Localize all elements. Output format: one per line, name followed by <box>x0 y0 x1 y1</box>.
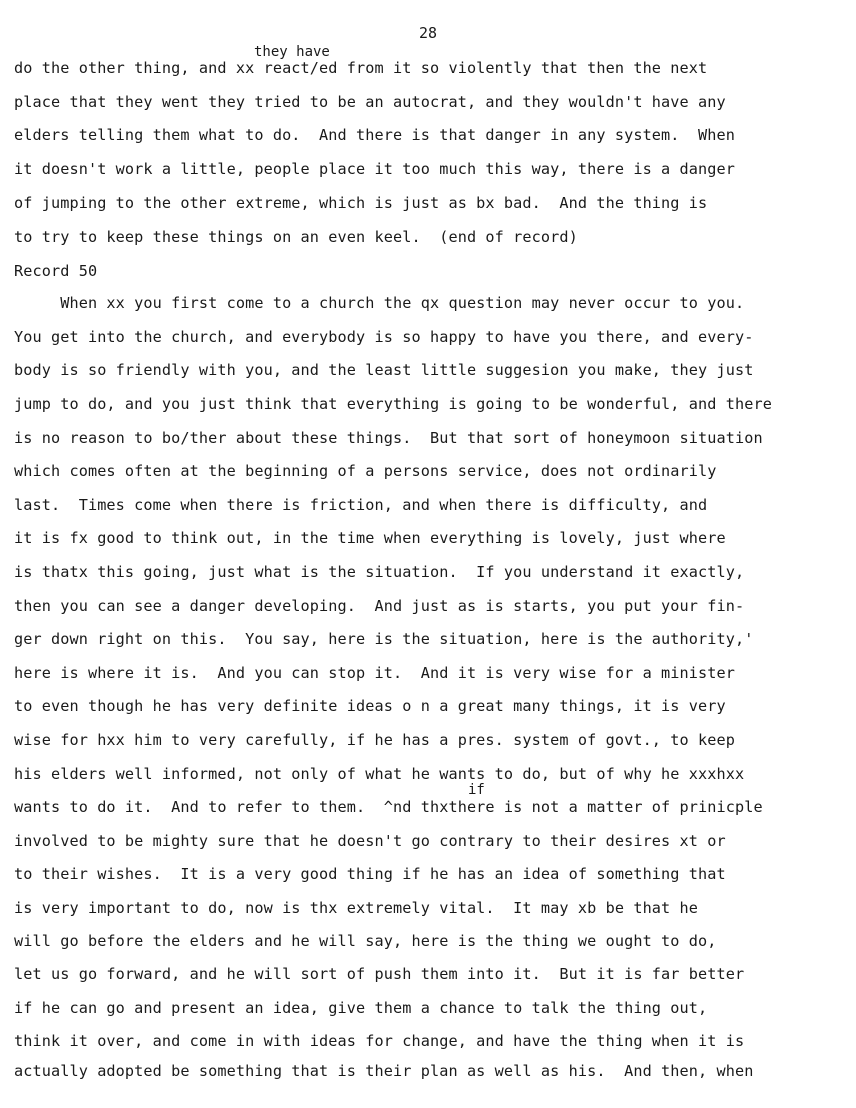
text-line: here is where it is. And you can stop it. And it is very wise for a minister <box>14 664 736 682</box>
text-line: if he can go and present an idea, give them a chance to talk the thing out, <box>14 999 708 1017</box>
interlinear-insertion: if <box>468 782 485 798</box>
text-line: which comes often at the beginning of a persons service, does not ordinarily <box>14 462 717 480</box>
text-line: it doesn't work a little, people place it too much this way, there is a danger <box>14 160 736 178</box>
text-line: his elders well informed, not only of what he wants to do, but of why he xxxhxx <box>14 765 745 783</box>
text-line: When xx you first come to a church the qx question may never occur to you. <box>14 294 745 312</box>
text-line: You get into the church, and everybody is so happy to have you there, and every- <box>14 328 754 346</box>
text-line: body is so friendly with you, and the least little suggesion you make, they just <box>14 361 754 379</box>
text-line: think it over, and come in with ideas for change, and have the thing when it is <box>14 1032 745 1050</box>
text-line: place that they went they tried to be an autocrat, and they wouldn't have any <box>14 93 726 111</box>
text-line: will go before the elders and he will say, here is the thing we ought to do, <box>14 932 717 950</box>
text-line: actually adopted be something that is their plan as well as his. And then, when <box>14 1062 754 1080</box>
text-line: involved to be mighty sure that he doesn't go contrary to their desires xt or <box>14 832 726 850</box>
text-line: jump to do, and you just think that everything is going to be wonderful, and there <box>14 395 772 413</box>
record-heading: Record 50 <box>14 262 98 280</box>
text-line: let us go forward, and he will sort of push them into it. But it is far better <box>14 965 745 983</box>
text-line: to even though he has very definite ideas o n a great many things, it is very <box>14 697 726 715</box>
text-line: wants to do it. And to refer to them. ^nd thxthere is not a matter of prinicple <box>14 798 763 816</box>
text-line: then you can see a danger developing. And just as is starts, you put your fin- <box>14 597 745 615</box>
text-line: to their wishes. It is a very good thing if he has an idea of something that <box>14 865 726 883</box>
text-line: do the other thing, and xx react/ed from it so violently that then the next <box>14 59 708 77</box>
text-line: wise for hxx him to very carefully, if he has a pres. system of govt., to keep <box>14 731 736 749</box>
text-line: is no reason to bo/ther about these things. But that sort of honeymoon situation <box>14 429 763 447</box>
text-line: ger down right on this. You say, here is the situation, here is the authority,' <box>14 630 754 648</box>
text-line: it is fx good to think out, in the time when everything is lovely, just where <box>14 529 726 547</box>
text-line: is very important to do, now is thx extremely vital. It may xb be that he <box>14 899 699 917</box>
text-line: is thatx this going, just what is the situation. If you understand it exactly, <box>14 563 745 581</box>
text-line: last. Times come when there is friction, and when there is difficulty, and <box>14 496 708 514</box>
text-line: to try to keep these things on an even keel. (end of record) <box>14 228 578 246</box>
interlinear-insertion: they have <box>254 44 330 60</box>
text-line: elders telling them what to do. And there is that danger in any system. When <box>14 126 736 144</box>
text-line: of jumping to the other extreme, which is just as bx bad. And the thing is <box>14 194 708 212</box>
page-number: 28 <box>418 24 438 42</box>
